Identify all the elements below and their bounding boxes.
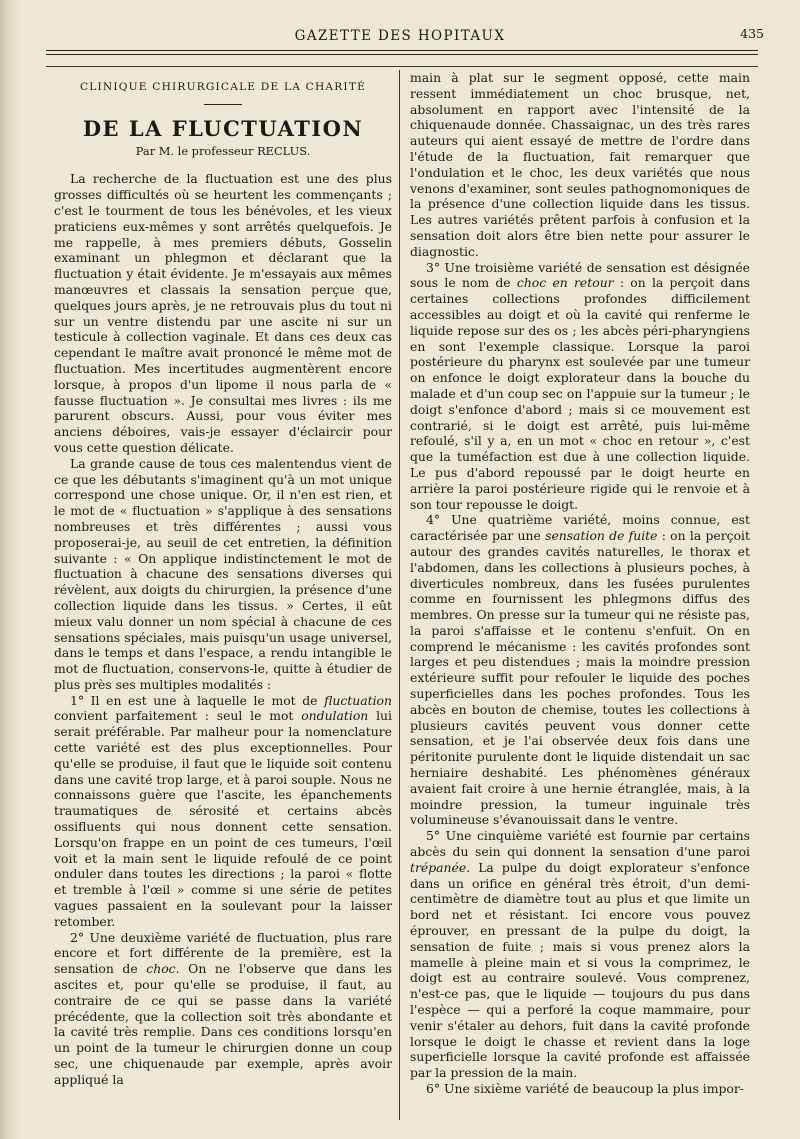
paragraph: 4° Une quatrième variété, moins connue, est caractérisée par une sensation de fuite : on la perçoit autour des grandes cavités naturelles, le thorax et l'abdomen, dans les collections à plusieurs poches, à diverticules nombreux, dans les fusées purulentes comme en fournissent les phlegmons diffus des membres. On presse sur la tumeur qui ne résiste pas, la paroi s'affaisse et le contenu s'enfuit. On en comprend le mécanisme : les cavités profondes sont larges et peu distendues ; mais la moindre pression extérieure suffit pour refouler le liquide des poches superficielles dans les poches profondes. Tous les abcès en bouton de chemise, toutes les collections à plusieurs cavités peuvent vous donner cette sensation, et je l'ai observée deux fois dans une péritonite purulente dont le liquide distendait un sac herniaire deshabité. Les phénomènes généraux avaient fait croire à une hernie étranglée, mais, à la moindre pression, la tumeur inguinale très volumineuse s'évanouissait dans le ventre.: [410, 512, 750, 828]
page-header: [40, 24, 764, 46]
column-divider: [399, 70, 400, 1120]
section-heading: CLINIQUE CHIRURGICALE DE LA CHARITÉ: [79, 81, 367, 93]
paragraph: 3° Une troisième variété de sensation est désignée sous le nom de choc en retour : on la perçoit dans certaines collections profondes difficilement accessibles au doigt et où la cavité qui renferme le liquide repose sur des os ; les abcès péri-pharyngiens en sont l'exemple classique. Lorsque la paroi postérieure du pharynx est soulevée par une tumeur on enfonce le doigt explorateur dans la bouche du malade et d'un coup sec on l'appuie sur la tumeur ; le doigt s'enfonce d'abord ; mais si ce mouvement est contrarié, si le doigt est arrêté, puis lui-même refoulé, s'il y a, en un mot « choc en retour », c'est que la tuméfaction est due à une collection liquide. Le pus d'abord repoussé par le doigt heurte en arrière la paroi postérieure rigide qui le renvoie et à son tour repousse le doigt.: [410, 259, 750, 512]
italic-term: choc en retour: [516, 275, 614, 291]
italic-term: ondulation: [301, 708, 369, 724]
journal-title: GAZETTE DES HOPITAUX: [294, 28, 506, 44]
paragraph: La recherche de la fluctuation est une des plus grosses difficultés où se heurtent les commençants ; c'est le tourment de tous les bénévoles, et les vieux praticiens eux-mêmes y sont arrêtés quelquefois. Je me rappelle, à mes premiers débuts, Gosselin examinant un phlegmon et déclarant que la fluctuation y était évidente. Je m'essayais aux mêmes manœuvres et classais la sensation perçue que, quelques jours après, je ne retrouvais plus du tout ni sur un ventre distendu par une ascite ni sur un testicule à collection vaginale. Et dans ces deux cas cependant le maître avait prononcé le même mot de fluctuation. Mes incertitudes augmentèrent encore lorsque, à propos d'un lipome il nous parla de « fausse fluctuation ». Je consultai mes livres : ils me parurent obscurs. Aussi, pour vous éviter mes anciens déboires, vais-je essayer d'éclaircir pour vous cette question délicate.: [54, 171, 392, 455]
header-rule-thin: [46, 54, 758, 55]
left-column: [54, 70, 392, 1088]
paragraph: main à plat sur le segment opposé, cette main ressent immédiatement un choc brusque, net, absolument en rapport avec l'intensité de la chiquenaude donnée. Chassaignac, un des très rares auteurs qui aient essayé de mettre de l'ordre dans l'étude de la fluctuation, fait remarquer que l'ondulation et le choc, les deux variétés que nous venons d'examiner, sont seules pathognomoniques de la présence d'une collection liquide dans les tissus. Les autres variétés prêtent parfois à confusion et la sensation doit alors être bien nette pour assurer le diagnostic.: [410, 70, 750, 259]
header-rule-lower: [46, 66, 758, 67]
right-column: [410, 70, 750, 1097]
italic-term: choc: [146, 961, 176, 977]
article-author: Par M. le professeur RECLUS.: [135, 143, 311, 158]
paragraph: 1° Il en est une à laquelle le mot de fluctuation convient parfaitement : seul le mot ondulation lui serait préférable. Par malheur pour la nomenclature cette variété est des plus exceptionnelles. Pour qu'elle se produise, il faut que le liquide soit contenu dans une cavité trop large, et à paroi souple. Nous ne connaissons guère que l'ascite, les épanchements traumatiques de sérosité et certains abcès ossifluents qui nous donnent cette sensation. Lorsqu'on frappe en un point de ces tumeurs, l'œil voit et la main sent le liquide refoulé de ce point onduler dans toutes les directions ; la paroi « flotte et tremble à l'œil » comme si une série de petites vagues passaient en la soulevant pour la laisser retomber.: [54, 692, 392, 929]
italic-term: fluctuation: [324, 692, 392, 708]
page-number: 435: [740, 26, 764, 41]
paragraph: 5° Une cinquième variété est fournie par certains abcès du sein qui donnent la sensation d'une paroi trépanée. La pulpe du doigt explorateur s'enfonce dans un orifice en général très étroit, d'un demi-centimètre de diamètre tout au plus et que limite un bord net et résistant. Ici encore vous pouvez éprouver, en pressant de la pulpe du doigt, la sensation de fuite ; mais si vous prenez alors la mamelle à pleine main et si vous la comprimez, le doigt est au contraire soulevé. Vous comprenez, n'est-ce pas, que le liquide — toujours du pus dans l'espèce — qui a perforé la coque mammaire, pour venir s'étaler au dehors, fuit dans la cavité profonde lorsque le doigt le chasse et revient dans la loge superficielle lorsque la cavité profonde est affaissée par la pression de la main.: [410, 828, 750, 1081]
italic-term: trépanée: [410, 859, 467, 875]
paragraph: La grande cause de tous ces malentendus vient de ce que les débutants s'imaginent qu'à un mot unique correspond une chose unique. Or, il n'en est rien, et le mot de « fluctuation » s'applique à des sensations nombreuses et très différentes ; aussi vous proposerai-je, au seuil de cet entretien, la définition suivante : « On applique indistinctement le mot de fluctuation à chacune des sensations diverses qui révèlent, aux doigts du chirurgien, la présence d'une collection liquide dans les tissus. » Certes, il eût mieux valu donner un nom spécial à chacune de ces sensations spéciales, mais puisqu'un usage universel, dans le temps et dans l'espace, a rendu intangible le mot de fluctuation, conservons-le, quitte à étudier de plus près ses multiples modalités :: [54, 455, 392, 692]
paragraph: 6° Une sixième variété de beaucoup la plus impor-: [426, 1081, 744, 1096]
italic-term: sensation de fuite: [545, 528, 658, 544]
section-rule: [204, 104, 242, 105]
paragraph: 2° Une deuxième variété de fluctuation, plus rare encore et fort différente de la première, est la sensation de choc. On ne l'observe que dans les ascites et, pour qu'elle se produise, il faut, au contraire de ce qui se passe dans la variété précédente, que la collection soit très abondante et la cavité très remplie. Dans ces conditions lorsqu'en un point de la tumeur le chirurgien donne un coup sec, une chiquenaude par exemple, après avoir appliqué la: [54, 929, 392, 1087]
header-rule-thick: [46, 50, 758, 51]
article-title: DE LA FLUCTUATION: [82, 115, 364, 141]
